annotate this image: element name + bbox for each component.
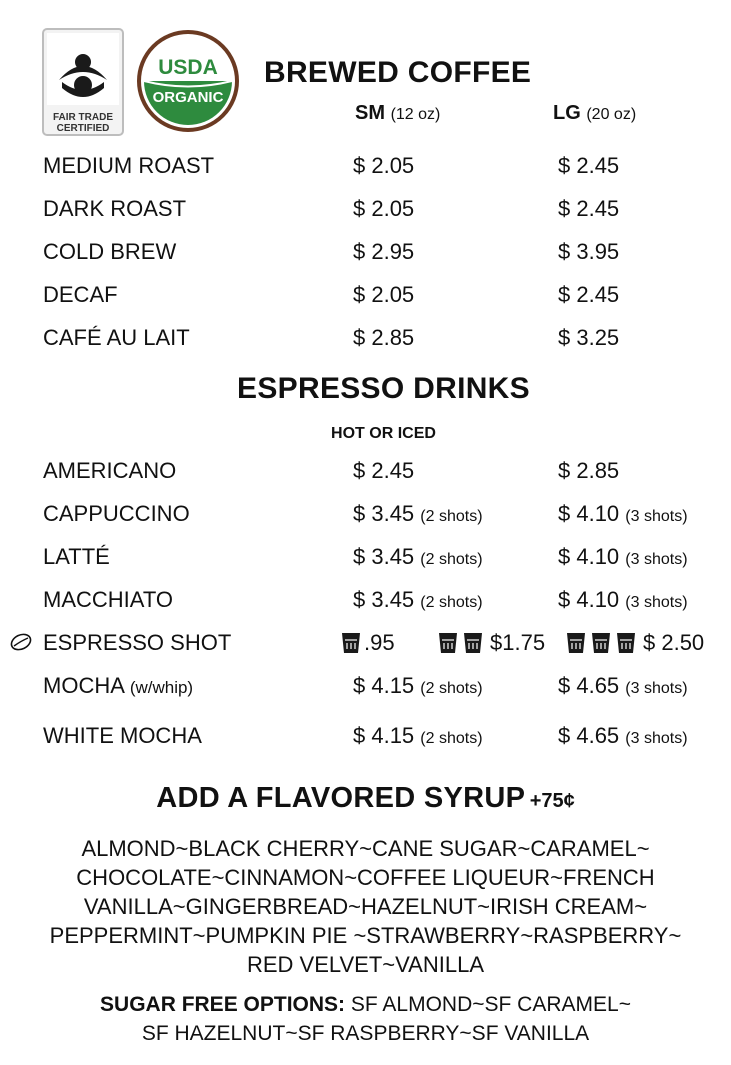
- item-label: MOCHA: [43, 673, 124, 698]
- syrup-line: RED VELVET~VANILLA: [246, 952, 484, 977]
- syrup-title: ADD A FLAVORED SYRUP: [156, 782, 526, 814]
- organic-text: ORGANIC: [152, 89, 224, 106]
- price-value: $ 3.45: [353, 501, 415, 526]
- shots-note: (2 shots): [420, 551, 483, 568]
- syrup-line: VANILLA~GINGERBREAD~HAZELNUT~IRISH CREAM~: [83, 894, 648, 919]
- espresso-cup-icon: [615, 631, 637, 655]
- syrup-line: CHOCOLATE~CINNAMON~COFFEE LIQUEUR~FRENCH: [76, 865, 655, 890]
- price-sm: $ 2.05: [353, 196, 415, 221]
- item-note: (w/whip): [129, 678, 194, 697]
- price-lg: $ 2.45: [558, 196, 620, 221]
- price-sm: $ 2.05: [353, 153, 415, 178]
- menu-item-name: AMERICANO: [43, 458, 177, 483]
- syrup-line: ALMOND~BLACK CHERRY~CANE SUGAR~CARAMEL~: [81, 836, 650, 861]
- sm-column-header: [355, 102, 440, 125]
- espresso-cup-icon: [565, 631, 587, 655]
- menu-item-name: DECAF: [43, 282, 118, 307]
- price-value: $ 2.50: [643, 630, 705, 655]
- syrup-heading: [0, 782, 731, 815]
- price-value: $ 4.65: [558, 723, 620, 748]
- menu-item-name: LATTÉ: [43, 544, 110, 569]
- price-lg: $ 3.95: [558, 239, 620, 264]
- price-lg: [558, 673, 688, 699]
- menu-item-name: CAPPUCCINO: [43, 501, 190, 526]
- shots-note: (3 shots): [625, 551, 688, 568]
- price-sm: [353, 673, 483, 699]
- syrup-flavor-list: [0, 834, 731, 979]
- espresso-cup-icon: [437, 631, 459, 655]
- sm-oz: (12 oz): [390, 106, 441, 123]
- usda-organic-logo: [137, 30, 239, 132]
- price-lg: [558, 501, 688, 527]
- menu-item-name: MEDIUM ROAST: [43, 153, 215, 178]
- price-lg: $ 2.45: [558, 282, 620, 307]
- menu-item-name: MACCHIATO: [43, 587, 173, 612]
- menu-item-name: CAFÉ AU LAIT: [43, 325, 190, 350]
- fair-trade-logo: [42, 28, 124, 136]
- usda-text: USDA: [158, 56, 218, 79]
- fair-trade-text-2: CERTIFIED: [56, 123, 110, 134]
- shots-note: (3 shots): [625, 594, 688, 611]
- menu-item-name: DARK ROAST: [43, 196, 187, 221]
- espresso-drinks-title: ESPRESSO DRINKS: [237, 372, 530, 405]
- price-value: $ 3.45: [353, 544, 415, 569]
- price-sm: $ 2.05: [353, 282, 415, 307]
- menu-item-name: WHITE MOCHA: [43, 723, 202, 748]
- sf-text-1: SF ALMOND~SF CARAMEL~: [345, 993, 631, 1016]
- price-value: $ 4.10: [558, 587, 620, 612]
- lg-column-header: [553, 102, 636, 125]
- espresso-cup-icon: [462, 631, 484, 655]
- price-sm: $ 2.95: [353, 239, 415, 264]
- cup-group: [437, 631, 484, 655]
- price-sm: [353, 723, 483, 749]
- price-sm: $ 2.45: [353, 458, 415, 483]
- single-shot-price: [340, 630, 395, 656]
- price-lg: $ 2.85: [558, 458, 620, 483]
- price-sm: [353, 587, 483, 613]
- price-value: $ 4.10: [558, 544, 620, 569]
- price-lg: $ 3.25: [558, 325, 620, 350]
- price-value: $ 4.65: [558, 673, 620, 698]
- price-value: .95: [364, 630, 395, 655]
- syrup-price: +75¢: [529, 790, 575, 812]
- price-value: $ 4.15: [353, 673, 415, 698]
- shots-note: (2 shots): [420, 594, 483, 611]
- coffee-bean-icon: [9, 632, 33, 652]
- price-lg: [558, 544, 688, 570]
- menu-item-name: COLD BREW: [43, 239, 177, 264]
- shots-note: (3 shots): [625, 508, 688, 525]
- cup-group: [565, 631, 637, 655]
- double-shot-price: [437, 630, 545, 656]
- price-sm: [353, 501, 483, 527]
- sugar-free-options: [0, 990, 731, 1048]
- price-lg: [558, 587, 688, 613]
- menu-item-name: ESPRESSO SHOT: [43, 630, 232, 655]
- lg-label: LG: [553, 102, 581, 124]
- sf-label: SUGAR FREE OPTIONS:: [100, 993, 346, 1016]
- price-sm: [353, 544, 483, 570]
- price-lg: $ 2.45: [558, 153, 620, 178]
- shots-note: (2 shots): [420, 730, 483, 747]
- price-value: $ 4.10: [558, 501, 620, 526]
- price-value: $ 4.15: [353, 723, 415, 748]
- brewed-coffee-title: BREWED COFFEE: [264, 56, 532, 89]
- shots-note: (3 shots): [625, 730, 688, 747]
- shots-note: (2 shots): [420, 508, 483, 525]
- lg-oz: (20 oz): [586, 106, 637, 123]
- espresso-cup-icon: [590, 631, 612, 655]
- menu-item-name: [43, 673, 193, 699]
- sf-line-1: [0, 990, 731, 1019]
- hot-or-iced-subtitle: HOT OR ICED: [331, 425, 436, 442]
- sf-line-2: SF HAZELNUT~SF RASPBERRY~SF VANILLA: [141, 1022, 590, 1045]
- fair-trade-text-1: FAIR TRADE: [53, 112, 113, 123]
- price-value: $ 3.45: [353, 587, 415, 612]
- triple-shot-price: [565, 630, 704, 656]
- price-sm: $ 2.85: [353, 325, 415, 350]
- sm-label: SM: [355, 102, 385, 124]
- syrup-line: PEPPERMINT~PUMPKIN PIE ~STRAWBERRY~RASPBERRY~: [49, 923, 682, 948]
- espresso-cup-icon: [340, 631, 362, 655]
- price-value: $1.75: [490, 630, 546, 655]
- price-lg: [558, 723, 688, 749]
- shots-note: (3 shots): [625, 680, 688, 697]
- shots-note: (2 shots): [420, 680, 483, 697]
